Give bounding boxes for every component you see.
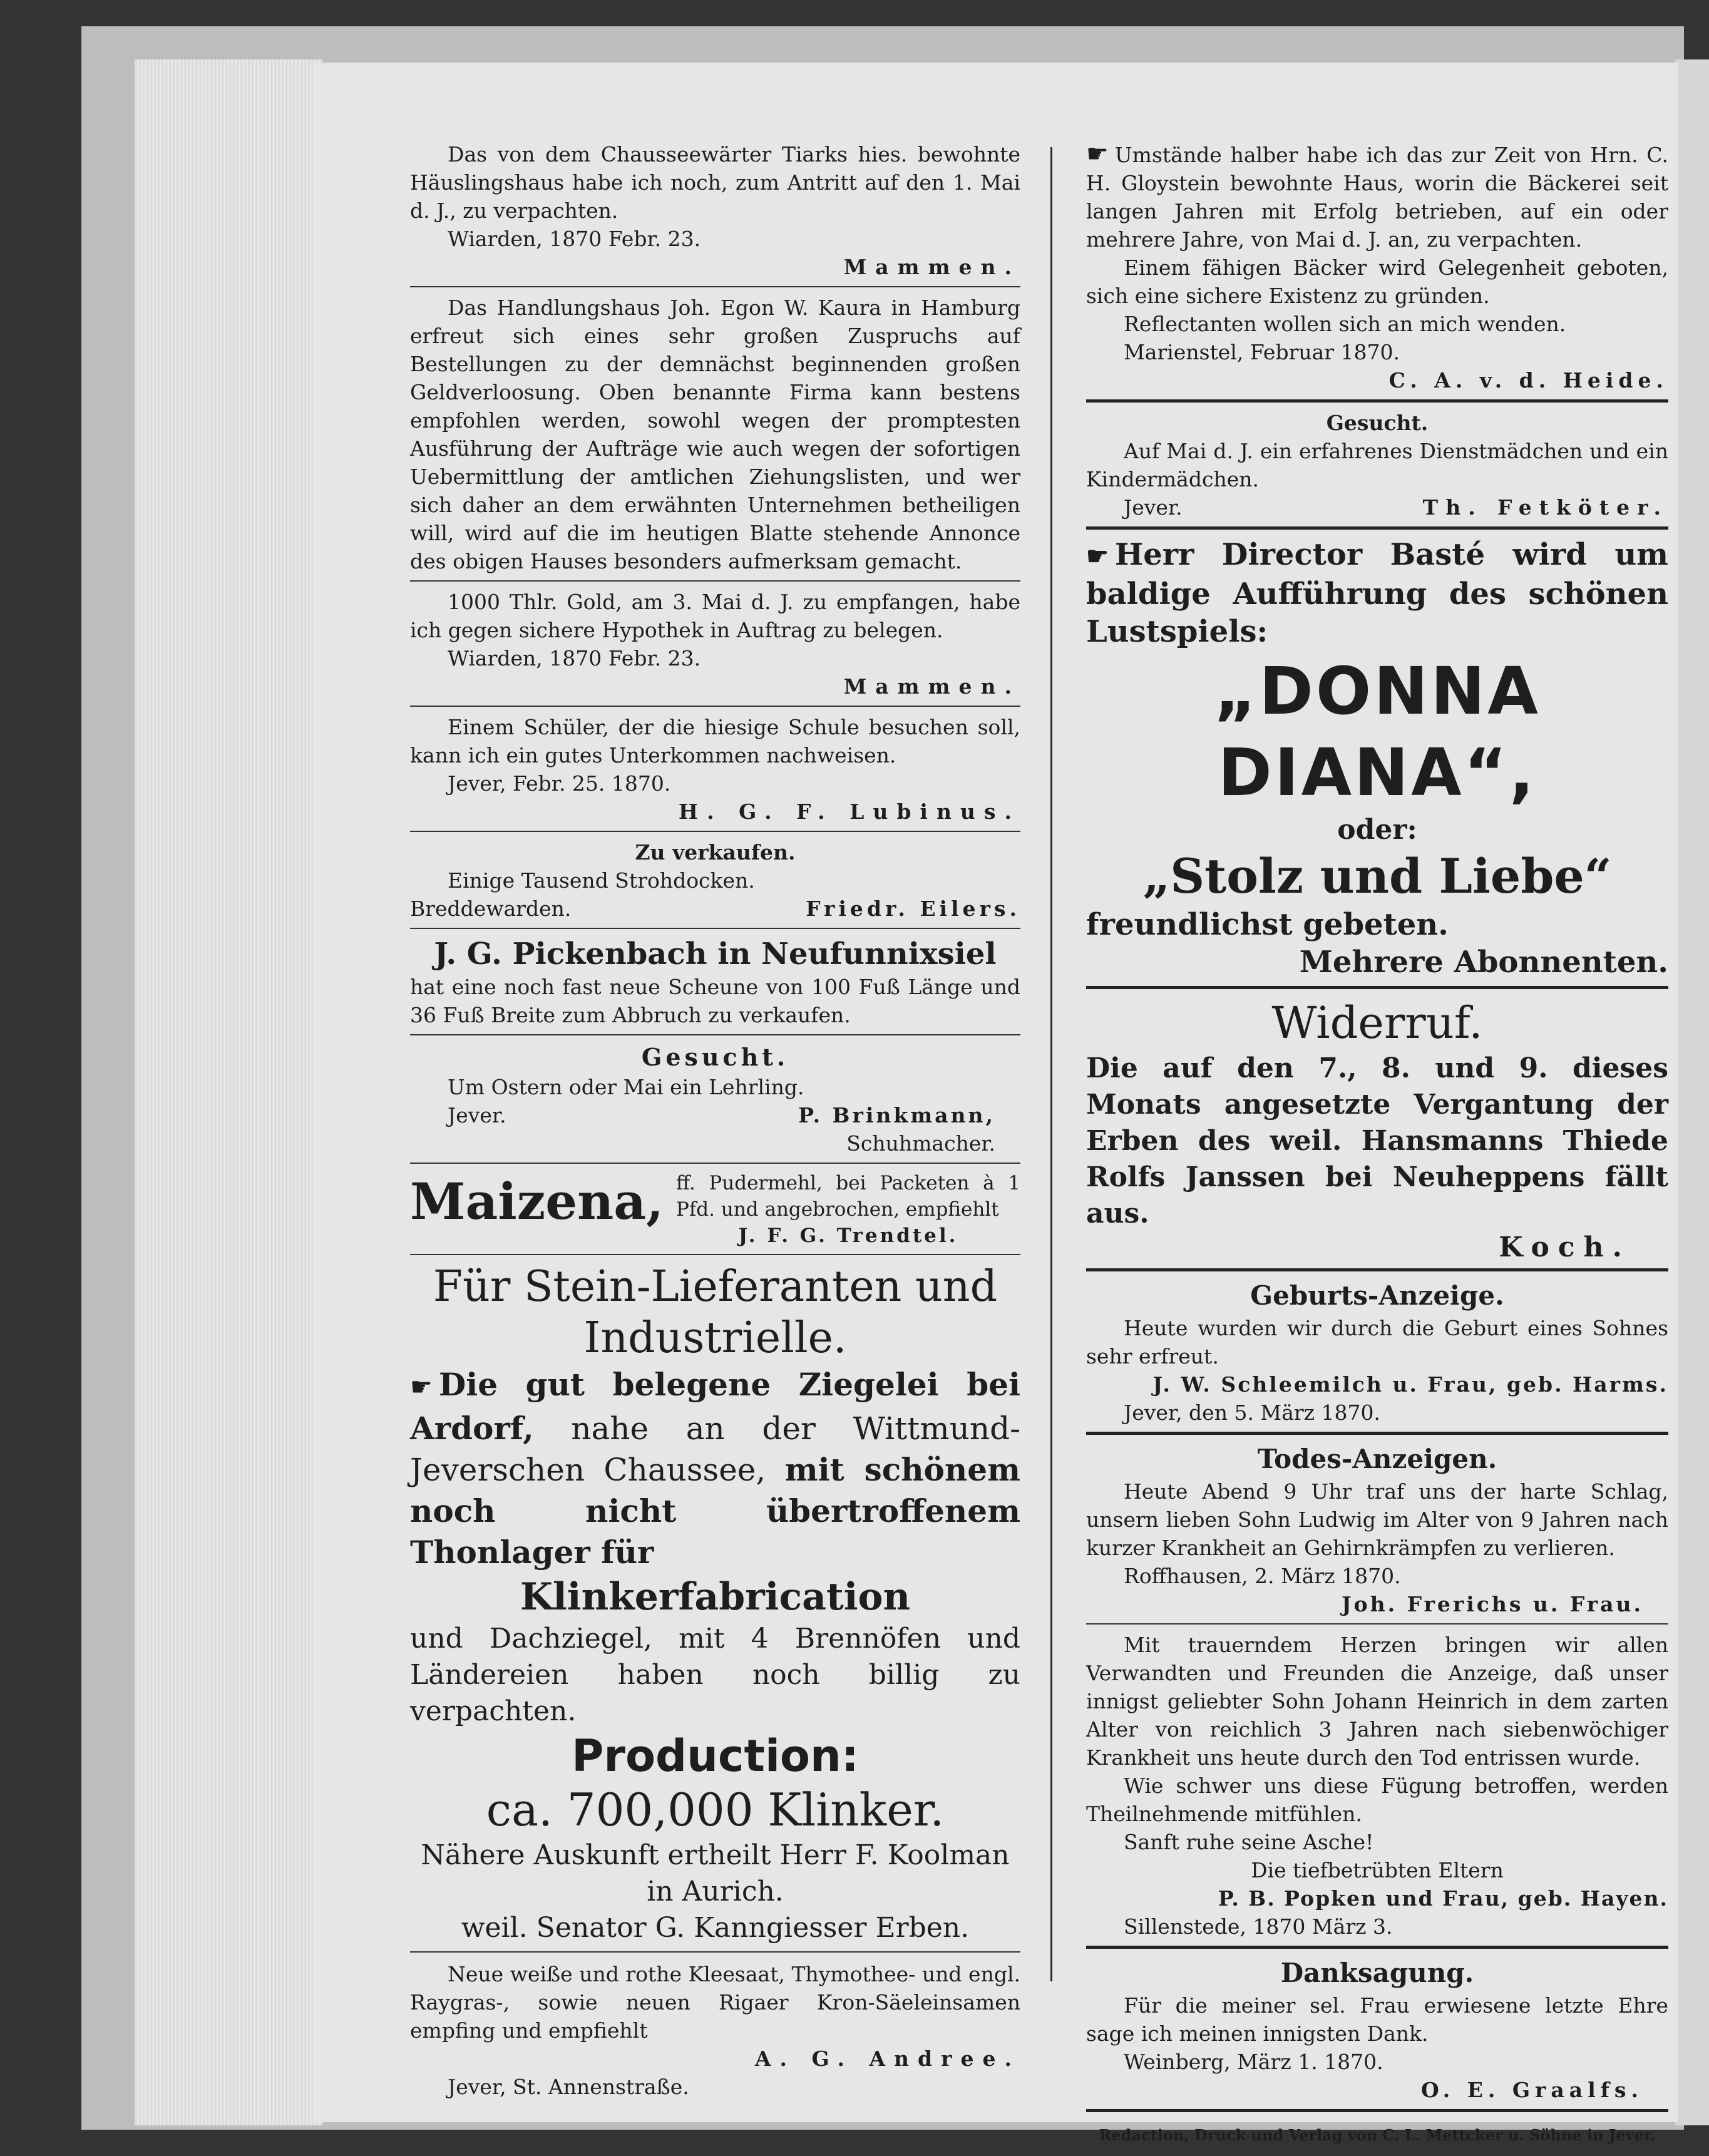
ad-place: Weinberg, März 1. 1870. bbox=[1124, 2050, 1383, 2074]
ad-place: Jever, St. Annenstraße. bbox=[448, 2075, 689, 2099]
ad-text-3: Sanft ruhe seine Asche! bbox=[1124, 1830, 1374, 1854]
ad-footer-line bbox=[1086, 493, 1668, 521]
ad-text-bold: Die gut belegene Ziegelei bei Ardorf, bbox=[410, 1366, 1020, 1447]
ad-signature: O. E. Graalfs. bbox=[1420, 2078, 1643, 2102]
ad-signature: Mehrere Abonnenten. bbox=[1299, 945, 1668, 980]
ad-signature: Mammen. bbox=[843, 674, 1020, 699]
ad-todes-1 bbox=[1086, 1439, 1668, 1625]
ad-text: nahe an der Wittmund-Jeverschen Chaussee, bbox=[410, 1410, 1020, 1488]
ad-text: Heute Abend 9 Uhr traf uns der harte Schlag, unsern lieben Sohn Ludwig im Alter von 9 Jahren nach kurzer Krankheit an Gehirnkrämpfen zu verlieren. bbox=[1086, 1479, 1668, 1560]
ad-text: Einem Schüler, der die hiesige Schule besuchen soll, kann ich ein gutes Unterkommen nachweisen. bbox=[410, 715, 1020, 767]
ad-danksagung bbox=[1086, 1953, 1668, 2112]
ad-baeckerei bbox=[1086, 138, 1668, 403]
ad-heading-5: ca. 700,000 Klinker. bbox=[486, 1784, 945, 1836]
left-column bbox=[410, 138, 1020, 2101]
ad-geburt bbox=[1086, 1275, 1668, 1435]
ad-signature: Th. Fetköter. bbox=[1422, 495, 1668, 520]
ad-heading-3: Klinkerfabrication bbox=[520, 1575, 911, 1619]
pointing-hand-icon: ☛ bbox=[1086, 140, 1109, 168]
ad-lehrling bbox=[410, 1039, 1020, 1164]
pointing-hand-icon: ☛ bbox=[410, 1373, 433, 1402]
ad-place: Jever. bbox=[1124, 495, 1183, 520]
ad-text: 1000 Thlr. Gold, am 3. Mai d. J. zu empfangen, habe ich gegen sichere Hypothek in Auftrag zu belegen. bbox=[410, 590, 1020, 642]
ad-place: Wiarden, 1870 Febr. 23. bbox=[448, 227, 701, 251]
ad-todes-2 bbox=[1086, 1628, 1668, 1949]
ad-text-2: Wie schwer uns diese Fügung betroffen, werden Theilnehmende mitfühlen. bbox=[1086, 1774, 1668, 1826]
ad-kaura bbox=[410, 291, 1020, 582]
ad-text: Um Ostern oder Mai ein Lehrling. bbox=[448, 1075, 804, 1099]
ad-place: Jever. bbox=[448, 1103, 506, 1127]
ad-signature: Mammen. bbox=[843, 255, 1020, 279]
ad-heading: Gesucht. bbox=[641, 1043, 789, 1071]
imprint: Redaction, Druck und Verlag von C. L. Mettcker u. Söhne in Jever. bbox=[1099, 2126, 1656, 2144]
ad-place: Breddewarden. bbox=[410, 896, 572, 921]
ad-text: Einige Tausend Strohdocken. bbox=[448, 868, 755, 893]
ad-text: Heute wurden wir durch die Geburt eines Sohnes sehr erfreut. bbox=[1086, 1316, 1668, 1368]
ad-heading: Danksagung. bbox=[1280, 1958, 1474, 1988]
ad-heading: Geburts-Anzeige. bbox=[1250, 1280, 1504, 1311]
column-divider bbox=[1050, 147, 1052, 1981]
ad-place: Sillenstede, 1870 März 3. bbox=[1124, 1914, 1393, 1939]
ad-text-2: Einem fähigen Bäcker wird Gelegenheit geboten, sich eine sichere Existenz zu gründen. bbox=[1086, 255, 1668, 308]
ad-text: Das von dem Chausseewärter Tiarks hies. bewohnte Häuslingshaus habe ich noch, zum Antritt auf den 1. Mai d. J., zu verpachten. bbox=[410, 142, 1020, 223]
next-page-edge bbox=[1675, 59, 1709, 2125]
ad-text: Das Handlungshaus Joh. Egon W. Kaura in Hamburg erfreut sich eines sehr großen Zuspruchs auf Bestellungen zu der demnächst beginnenden großen Geldverloosung. Oben benannte Firma kann bestens empfohlen werden, sowohl wegen der promptesten Ausführung der Aufträge wie auch wegen der sofortigen Uebermittlung der amtlichen Ziehungslisten, und wer sich daher an dem erwähnten Unternehmen betheiligen will, wird auf die im heutigen Blatte stehende Annonce des obigen Hauses besonders aufmerksam gemacht. bbox=[410, 295, 1020, 573]
ad-place: Marienstel, Februar 1870. bbox=[1124, 340, 1400, 364]
ad-heading-4: Production: bbox=[572, 1730, 859, 1782]
page-edges bbox=[135, 59, 322, 2125]
play-subtitle: „Stolz und Liebe“ bbox=[1142, 848, 1612, 904]
ad-place: Roffhausen, 2. März 1870. bbox=[1124, 1564, 1401, 1588]
ad-pickenbach bbox=[410, 933, 1020, 1035]
ad-donna-diana bbox=[1086, 533, 1668, 989]
play-title: „DONNA DIANA“, bbox=[1214, 653, 1541, 811]
ad-text: Für die meiner sel. Frau erwiesene letzte Ehre sage ich meinen innigsten Dank. bbox=[1086, 1993, 1668, 2046]
ad-signature: Koch. bbox=[1499, 1231, 1631, 1263]
ad-text: Umstände halber habe ich das zur Zeit von Hrn. C. H. Gloystein bewohnte Haus, worin die Bäckerei seit langen Jahren mit Erfolg betrieben, auf ein oder mehrere Jahre, von Mai d. J. an, zu verpachten. bbox=[1086, 143, 1668, 252]
ad-signature: H. G. F. Lubinus. bbox=[678, 799, 1020, 824]
maizena-text bbox=[676, 1170, 1020, 1249]
ad-heading: Für Stein-Lieferanten und bbox=[433, 1262, 998, 1312]
ad-signature: J. W. Schleemilch u. Frau, geb. Harms. bbox=[1152, 1372, 1668, 1397]
ad-heading-2: Industrielle. bbox=[583, 1313, 847, 1363]
ad-verkaufen bbox=[410, 836, 1020, 929]
ad-hypothek bbox=[410, 585, 1020, 707]
ad-text-4: Die tiefbetrübten Eltern bbox=[1251, 1858, 1504, 1882]
ad-text: ff. Pudermehl, bei Packeten à 1 Pfd. und angebrochen, empfiehlt bbox=[675, 1172, 1020, 1221]
ad-oder: oder: bbox=[1337, 814, 1417, 846]
ad-kleesaat bbox=[410, 1956, 1020, 2101]
ad-place: Jever, Febr. 25. 1870. bbox=[448, 771, 671, 796]
ad-heading: J. G. Pickenbach in Neufunnixsiel bbox=[434, 937, 997, 972]
ad-text-4: und Dachziegel, mit 4 Brennöfen und Ländereien haben noch billig zu verpachten. bbox=[410, 1623, 1020, 1727]
ad-schueler bbox=[410, 711, 1020, 832]
ad-signature: Joh. Frerichs u. Frau. bbox=[1342, 1592, 1643, 1616]
ad-footer-line bbox=[410, 1101, 1020, 1129]
ad-ziegelei bbox=[410, 1259, 1020, 1953]
ad-signature: A. G. Andree. bbox=[754, 2046, 1020, 2071]
ad-text: hat eine noch fast neue Scheune von 100 Fuß Länge und 36 Fuß Breite zum Abbruch zu verkaufen. bbox=[410, 975, 1020, 1027]
ad-text: Neue weiße und rothe Kleesaat, Thymothee- und engl. Raygras-, sowie neuen Rigaer Kron-Säeleinsamen empfing und empfiehlt bbox=[410, 1962, 1020, 2043]
pointing-hand-icon: ☛ bbox=[1086, 542, 1109, 571]
ad-heading: Zu verkaufen. bbox=[635, 840, 796, 865]
ad-dienstmaedchen bbox=[1086, 406, 1668, 530]
ad-text-2: freundlichst gebeten. bbox=[1086, 907, 1449, 942]
ad-text-bold-2: mit schönem noch nicht übertroffenem Thonlager für bbox=[410, 1451, 1020, 1571]
ad-signature: Friedr. Eilers. bbox=[806, 896, 1020, 921]
ad-signature: J. F. G. Trendtel. bbox=[738, 1224, 958, 1247]
ad-signature: C. A. v. d. Heide. bbox=[1388, 368, 1668, 393]
ad-heading: Maizena, bbox=[410, 1172, 664, 1231]
ad-signature-title: Schuhmacher. bbox=[846, 1131, 995, 1156]
ad-place: Jever, den 5. März 1870. bbox=[1124, 1400, 1381, 1425]
ad-haeuslingshaus bbox=[410, 138, 1020, 287]
ad-signature: P. Brinkmann, bbox=[798, 1103, 995, 1127]
ad-text: Mit trauerndem Herzen bringen wir allen Verwandten und Freunden die Anzeige, daß unser innigst geliebter Sohn Johann Heinrich in dem zarten Alter von reichlich 3 Jahren nach siebenwöchiger Krankheit uns heute durch den Tod entrissen wurde. bbox=[1086, 1633, 1668, 1770]
ad-text-3: Reflectanten wollen sich an mich wenden. bbox=[1124, 312, 1566, 336]
ad-signature: weil. Senator G. Kanngiesser Erben. bbox=[461, 1912, 970, 1944]
ad-footer-line bbox=[410, 895, 1020, 923]
right-column bbox=[1086, 138, 1668, 2146]
ad-heading: Gesucht. bbox=[1326, 411, 1429, 435]
ad-heading: Widerruf. bbox=[1271, 997, 1483, 1049]
ad-text-5: Nähere Auskunft ertheilt Herr F. Koolman in Aurich. bbox=[421, 1839, 1010, 1907]
maizena-block bbox=[410, 1170, 1020, 1249]
ad-text: Die auf den 7., 8. und 9. dieses Monats angesetzte Vergantung der Erben des weil. Hansmanns Thiede Rolfs Janssen bei Neuheppens fällt aus. bbox=[1086, 1052, 1668, 1229]
ad-maizena bbox=[410, 1168, 1020, 1255]
ad-signature: P. B. Popken und Frau, geb. Hayen. bbox=[1218, 1886, 1668, 1911]
ad-text: Auf Mai d. J. ein erfahrenes Dienstmädchen und ein Kindermädchen. bbox=[1086, 439, 1668, 491]
ad-place: Wiarden, 1870 Febr. 23. bbox=[448, 646, 701, 670]
ad-widerruf bbox=[1086, 993, 1668, 1271]
ad-text: Herr Director Basté wird um baldige Aufführung des schönen Lustspiels: bbox=[1086, 537, 1668, 649]
ad-heading: Todes-Anzeigen. bbox=[1257, 1444, 1497, 1474]
